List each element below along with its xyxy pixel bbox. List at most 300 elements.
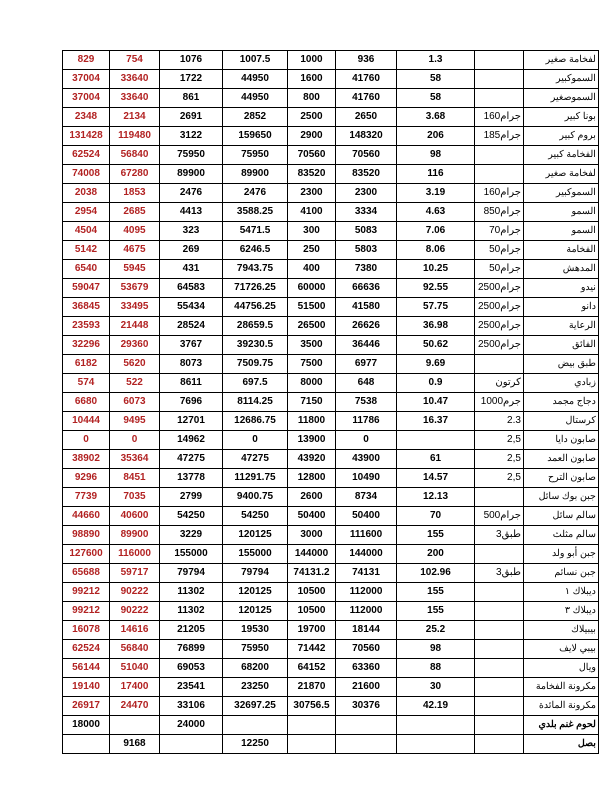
cell-col-a: 65688	[63, 564, 110, 583]
cell-col-b: 754	[110, 51, 160, 70]
cell-col-d: 28659.5	[223, 317, 288, 336]
table-row	[63, 450, 599, 469]
cell-product-name: بونا كبير	[523, 108, 598, 127]
cell-product-name: ويال	[523, 659, 598, 678]
cell-col-c: 55434	[160, 298, 223, 317]
cell-col-f: 36446	[336, 336, 397, 355]
cell-col-b: 33640	[110, 89, 160, 108]
cell-col-c: 79794	[160, 564, 223, 583]
cell-col-b: 56840	[110, 146, 160, 165]
cell-col-g: 116	[397, 165, 475, 184]
cell-col-b: 67280	[110, 165, 160, 184]
cell-col-g: 58	[397, 89, 475, 108]
table-row	[63, 488, 599, 507]
cell-col-b: 21448	[110, 317, 160, 336]
cell-col-g	[397, 431, 475, 450]
cell-col-d: 71726.25	[223, 279, 288, 298]
cell-product-name: زبادي	[523, 374, 598, 393]
cell-col-e: 144000	[288, 545, 336, 564]
cell-col-g: 155	[397, 526, 475, 545]
cell-weight	[475, 602, 524, 621]
cell-col-d: 32697.25	[223, 697, 288, 716]
cell-col-b	[110, 716, 160, 735]
cell-product-name: الرعاية	[523, 317, 598, 336]
cell-col-d: 155000	[223, 545, 288, 564]
cell-col-f	[336, 716, 397, 735]
cell-col-f: 111600	[336, 526, 397, 545]
cell-product-name: المدهش	[523, 260, 598, 279]
cell-col-d: 23250	[223, 678, 288, 697]
cell-col-a: 98890	[63, 526, 110, 545]
cell-col-c: 1076	[160, 51, 223, 70]
cell-col-a: 26917	[63, 697, 110, 716]
cell-col-c: 24000	[160, 716, 223, 735]
table-row	[63, 431, 599, 450]
cell-col-c: 269	[160, 241, 223, 260]
cell-col-d: 75950	[223, 640, 288, 659]
cell-weight: 2,5	[475, 450, 524, 469]
table-row	[63, 355, 599, 374]
cell-col-c: 11302	[160, 602, 223, 621]
cell-col-c: 8611	[160, 374, 223, 393]
cell-col-f: 3334	[336, 203, 397, 222]
table-row	[63, 222, 599, 241]
cell-col-g: 92.55	[397, 279, 475, 298]
cell-col-g: 30	[397, 678, 475, 697]
cell-col-g: 57.75	[397, 298, 475, 317]
cell-col-a: 0	[63, 431, 110, 450]
cell-col-f: 148320	[336, 127, 397, 146]
cell-col-c: 47275	[160, 450, 223, 469]
cell-weight	[475, 621, 524, 640]
cell-col-e: 51500	[288, 298, 336, 317]
cell-col-b: 90222	[110, 602, 160, 621]
table-row	[63, 564, 599, 583]
cell-col-e: 300	[288, 222, 336, 241]
cell-col-d: 2476	[223, 184, 288, 203]
cell-weight	[475, 70, 524, 89]
cell-col-e: 83520	[288, 165, 336, 184]
table-row	[63, 735, 599, 754]
cell-col-b: 53679	[110, 279, 160, 298]
cell-product-name: الفائق	[523, 336, 598, 355]
cell-col-c: 75950	[160, 146, 223, 165]
cell-col-g: 9.69	[397, 355, 475, 374]
table-row	[63, 393, 599, 412]
price-table-body	[63, 51, 599, 754]
cell-col-g: 0.9	[397, 374, 475, 393]
cell-product-name: جبن نسائم	[523, 564, 598, 583]
cell-col-d: 7943.75	[223, 260, 288, 279]
cell-col-f: 6977	[336, 355, 397, 374]
cell-col-b: 2134	[110, 108, 160, 127]
cell-product-name: بيبيلاك	[523, 621, 598, 640]
cell-weight	[475, 545, 524, 564]
cell-weight	[475, 659, 524, 678]
cell-col-f: 70560	[336, 640, 397, 659]
cell-col-e: 7500	[288, 355, 336, 374]
cell-col-c: 3122	[160, 127, 223, 146]
cell-col-g: 206	[397, 127, 475, 146]
cell-col-e: 10500	[288, 583, 336, 602]
cell-col-b: 2685	[110, 203, 160, 222]
cell-weight: 160جرام	[475, 108, 524, 127]
cell-product-name: سالم سائل	[523, 507, 598, 526]
cell-weight	[475, 146, 524, 165]
table-row	[63, 260, 599, 279]
cell-col-b: 4675	[110, 241, 160, 260]
cell-col-e: 13900	[288, 431, 336, 450]
cell-col-c: 12701	[160, 412, 223, 431]
cell-col-c: 14962	[160, 431, 223, 450]
cell-col-c: 3767	[160, 336, 223, 355]
cell-col-c: 13778	[160, 469, 223, 488]
cell-col-g: 200	[397, 545, 475, 564]
cell-col-c: 76899	[160, 640, 223, 659]
cell-col-g: 10.25	[397, 260, 475, 279]
cell-col-b: 7035	[110, 488, 160, 507]
table-row	[63, 184, 599, 203]
cell-col-a: 2038	[63, 184, 110, 203]
cell-col-f: 26626	[336, 317, 397, 336]
cell-col-d: 0	[223, 431, 288, 450]
table-row	[63, 70, 599, 89]
cell-col-f: 41580	[336, 298, 397, 317]
cell-col-f: 21600	[336, 678, 397, 697]
cell-col-c: 2799	[160, 488, 223, 507]
cell-col-e: 3500	[288, 336, 336, 355]
cell-col-b: 35364	[110, 450, 160, 469]
cell-col-g: 8.06	[397, 241, 475, 260]
cell-col-b: 9168	[110, 735, 160, 754]
cell-col-c: 2691	[160, 108, 223, 127]
cell-col-e	[288, 716, 336, 735]
cell-col-a: 829	[63, 51, 110, 70]
cell-col-g: 70	[397, 507, 475, 526]
cell-col-e: 19700	[288, 621, 336, 640]
cell-weight	[475, 640, 524, 659]
cell-col-e: 800	[288, 89, 336, 108]
cell-col-e: 43920	[288, 450, 336, 469]
cell-weight: 850جرام	[475, 203, 524, 222]
cell-col-a: 37004	[63, 70, 110, 89]
cell-col-a: 9296	[63, 469, 110, 488]
cell-col-a: 16078	[63, 621, 110, 640]
cell-col-b: 59717	[110, 564, 160, 583]
cell-col-d: 2852	[223, 108, 288, 127]
cell-weight: كرتون	[475, 374, 524, 393]
cell-col-f: 63360	[336, 659, 397, 678]
cell-col-d: 159650	[223, 127, 288, 146]
cell-col-c: 431	[160, 260, 223, 279]
cell-col-b: 40600	[110, 507, 160, 526]
cell-col-f: 2650	[336, 108, 397, 127]
cell-weight: 2,5	[475, 469, 524, 488]
cell-col-f: 70560	[336, 146, 397, 165]
cell-weight: 3طبق	[475, 564, 524, 583]
cell-col-f: 0	[336, 431, 397, 450]
cell-col-e: 8000	[288, 374, 336, 393]
cell-col-d: 44950	[223, 70, 288, 89]
cell-col-b: 0	[110, 431, 160, 450]
cell-col-g: 88	[397, 659, 475, 678]
cell-col-a: 2348	[63, 108, 110, 127]
table-row	[63, 659, 599, 678]
table-row	[63, 507, 599, 526]
cell-col-b: 17400	[110, 678, 160, 697]
cell-product-name: صابون الترح	[523, 469, 598, 488]
cell-col-e: 2600	[288, 488, 336, 507]
cell-col-f: 7380	[336, 260, 397, 279]
cell-product-name: بيبي لايف	[523, 640, 598, 659]
table-row	[63, 583, 599, 602]
cell-col-b: 4095	[110, 222, 160, 241]
cell-col-c: 54250	[160, 507, 223, 526]
cell-product-name: لحوم غنم بلدي	[523, 716, 598, 735]
cell-col-c: 64583	[160, 279, 223, 298]
cell-col-g: 25.2	[397, 621, 475, 640]
cell-col-f: 8734	[336, 488, 397, 507]
table-row	[63, 716, 599, 735]
cell-col-a: 574	[63, 374, 110, 393]
cell-col-a: 36845	[63, 298, 110, 317]
cell-col-e: 10500	[288, 602, 336, 621]
cell-weight: 50جرام	[475, 241, 524, 260]
cell-col-f: 83520	[336, 165, 397, 184]
cell-col-c: 11302	[160, 583, 223, 602]
cell-col-c: 33106	[160, 697, 223, 716]
cell-col-a	[63, 735, 110, 754]
cell-col-e: 60000	[288, 279, 336, 298]
cell-col-d: 12686.75	[223, 412, 288, 431]
cell-col-b: 8451	[110, 469, 160, 488]
cell-col-e: 7150	[288, 393, 336, 412]
cell-weight: 2500جرام	[475, 279, 524, 298]
cell-col-b: 9495	[110, 412, 160, 431]
cell-product-name: السموكبير	[523, 184, 598, 203]
cell-product-name: السموصغير	[523, 89, 598, 108]
cell-weight	[475, 165, 524, 184]
cell-col-e: 26500	[288, 317, 336, 336]
cell-col-c: 1722	[160, 70, 223, 89]
cell-product-name: طبق بيض	[523, 355, 598, 374]
table-row	[63, 469, 599, 488]
table-row	[63, 298, 599, 317]
cell-col-d: 9400.75	[223, 488, 288, 507]
table-row	[63, 678, 599, 697]
cell-col-b: 33495	[110, 298, 160, 317]
cell-col-g: 155	[397, 583, 475, 602]
cell-col-a: 6182	[63, 355, 110, 374]
cell-col-g: 50.62	[397, 336, 475, 355]
cell-col-c: 89900	[160, 165, 223, 184]
cell-col-c: 21205	[160, 621, 223, 640]
cell-col-d: 47275	[223, 450, 288, 469]
cell-product-name: سالم مثلث	[523, 526, 598, 545]
cell-col-c: 7696	[160, 393, 223, 412]
cell-col-a: 7739	[63, 488, 110, 507]
cell-col-c: 861	[160, 89, 223, 108]
cell-col-d: 44950	[223, 89, 288, 108]
table-row	[63, 241, 599, 260]
cell-col-g	[397, 735, 475, 754]
cell-col-f: 10490	[336, 469, 397, 488]
cell-product-name: نيدو	[523, 279, 598, 298]
cell-col-f: 112000	[336, 602, 397, 621]
cell-col-b: 1853	[110, 184, 160, 203]
cell-col-e: 1600	[288, 70, 336, 89]
cell-col-c: 23541	[160, 678, 223, 697]
cell-product-name: جبن أبو ولد	[523, 545, 598, 564]
cell-col-a: 19140	[63, 678, 110, 697]
cell-col-g: 155	[397, 602, 475, 621]
cell-col-d: 12250	[223, 735, 288, 754]
cell-col-g: 1.3	[397, 51, 475, 70]
cell-col-e: 70560	[288, 146, 336, 165]
cell-product-name: كرستال	[523, 412, 598, 431]
cell-col-a: 4504	[63, 222, 110, 241]
table-row	[63, 412, 599, 431]
cell-col-d: 120125	[223, 526, 288, 545]
cell-col-g: 14.57	[397, 469, 475, 488]
cell-col-f: 41760	[336, 70, 397, 89]
cell-col-e: 400	[288, 260, 336, 279]
cell-col-f: 7538	[336, 393, 397, 412]
cell-col-c: 4413	[160, 203, 223, 222]
cell-col-a: 2954	[63, 203, 110, 222]
table-row	[63, 697, 599, 716]
cell-col-g: 102.96	[397, 564, 475, 583]
cell-weight: 50جرام	[475, 260, 524, 279]
cell-col-d: 697.5	[223, 374, 288, 393]
cell-col-e: 74131.2	[288, 564, 336, 583]
cell-col-e	[288, 735, 336, 754]
cell-col-f: 41760	[336, 89, 397, 108]
cell-col-a: 5142	[63, 241, 110, 260]
cell-col-e: 2300	[288, 184, 336, 203]
cell-col-g: 12.13	[397, 488, 475, 507]
cell-col-d: 1007.5	[223, 51, 288, 70]
cell-weight: 2500جرام	[475, 298, 524, 317]
cell-col-e: 71442	[288, 640, 336, 659]
cell-product-name: ديبلاك ٣	[523, 602, 598, 621]
cell-col-b: 116000	[110, 545, 160, 564]
table-row	[63, 51, 599, 70]
table-row	[63, 621, 599, 640]
cell-col-e: 21870	[288, 678, 336, 697]
cell-col-f: 144000	[336, 545, 397, 564]
cell-col-d: 19530	[223, 621, 288, 640]
cell-col-d: 68200	[223, 659, 288, 678]
cell-col-b: 14616	[110, 621, 160, 640]
cell-col-a: 74008	[63, 165, 110, 184]
cell-col-e: 2900	[288, 127, 336, 146]
cell-product-name: السمو	[523, 203, 598, 222]
cell-weight	[475, 678, 524, 697]
cell-product-name: بصل	[523, 735, 598, 754]
cell-col-a: 6680	[63, 393, 110, 412]
cell-col-c: 28524	[160, 317, 223, 336]
cell-col-a: 44660	[63, 507, 110, 526]
table-row	[63, 545, 599, 564]
cell-col-b: 33640	[110, 70, 160, 89]
cell-product-name: جبن بوك سائل	[523, 488, 598, 507]
cell-col-e: 3000	[288, 526, 336, 545]
cell-product-name: السمو	[523, 222, 598, 241]
cell-product-name: لفخامة صغير	[523, 51, 598, 70]
cell-col-f	[336, 735, 397, 754]
cell-col-f: 2300	[336, 184, 397, 203]
cell-col-e: 30756.5	[288, 697, 336, 716]
cell-col-d: 6246.5	[223, 241, 288, 260]
cell-col-e: 2500	[288, 108, 336, 127]
cell-weight: 2500جرام	[475, 336, 524, 355]
cell-col-d	[223, 716, 288, 735]
cell-col-g: 58	[397, 70, 475, 89]
cell-col-a: 127600	[63, 545, 110, 564]
cell-product-name: لفخامة صغير	[523, 165, 598, 184]
cell-col-d: 39230.5	[223, 336, 288, 355]
cell-col-a: 32296	[63, 336, 110, 355]
cell-col-c: 3229	[160, 526, 223, 545]
cell-product-name: دجاج مجمد	[523, 393, 598, 412]
cell-weight: 160جرام	[475, 184, 524, 203]
cell-col-a: 62524	[63, 146, 110, 165]
cell-product-name: بروم كبير	[523, 127, 598, 146]
cell-col-e: 4100	[288, 203, 336, 222]
cell-col-f: 50400	[336, 507, 397, 526]
table-row	[63, 526, 599, 545]
table-row	[63, 374, 599, 393]
cell-col-g: 4.63	[397, 203, 475, 222]
cell-col-f: 5803	[336, 241, 397, 260]
cell-col-d: 89900	[223, 165, 288, 184]
cell-col-f: 5083	[336, 222, 397, 241]
cell-weight	[475, 51, 524, 70]
cell-product-name: مكرونة المائدة	[523, 697, 598, 716]
cell-col-c	[160, 735, 223, 754]
cell-weight	[475, 488, 524, 507]
cell-col-f: 18144	[336, 621, 397, 640]
cell-col-f: 66636	[336, 279, 397, 298]
cell-col-e: 50400	[288, 507, 336, 526]
cell-col-e: 12800	[288, 469, 336, 488]
cell-product-name: دانو	[523, 298, 598, 317]
cell-weight	[475, 89, 524, 108]
cell-col-d: 8114.25	[223, 393, 288, 412]
table-row	[63, 336, 599, 355]
price-table	[62, 50, 599, 754]
cell-col-c: 8073	[160, 355, 223, 374]
cell-col-c: 155000	[160, 545, 223, 564]
cell-col-a: 37004	[63, 89, 110, 108]
cell-product-name: السموكبير	[523, 70, 598, 89]
cell-weight: 2.3	[475, 412, 524, 431]
table-row	[63, 203, 599, 222]
cell-col-d: 44756.25	[223, 298, 288, 317]
cell-col-b: 5945	[110, 260, 160, 279]
cell-product-name: مكرونة الفخامة	[523, 678, 598, 697]
cell-col-f: 11786	[336, 412, 397, 431]
cell-col-b: 29360	[110, 336, 160, 355]
table-row	[63, 602, 599, 621]
cell-col-b: 5620	[110, 355, 160, 374]
cell-col-a: 56144	[63, 659, 110, 678]
table-row	[63, 317, 599, 336]
table-row	[63, 165, 599, 184]
table-row	[63, 279, 599, 298]
cell-col-b: 522	[110, 374, 160, 393]
